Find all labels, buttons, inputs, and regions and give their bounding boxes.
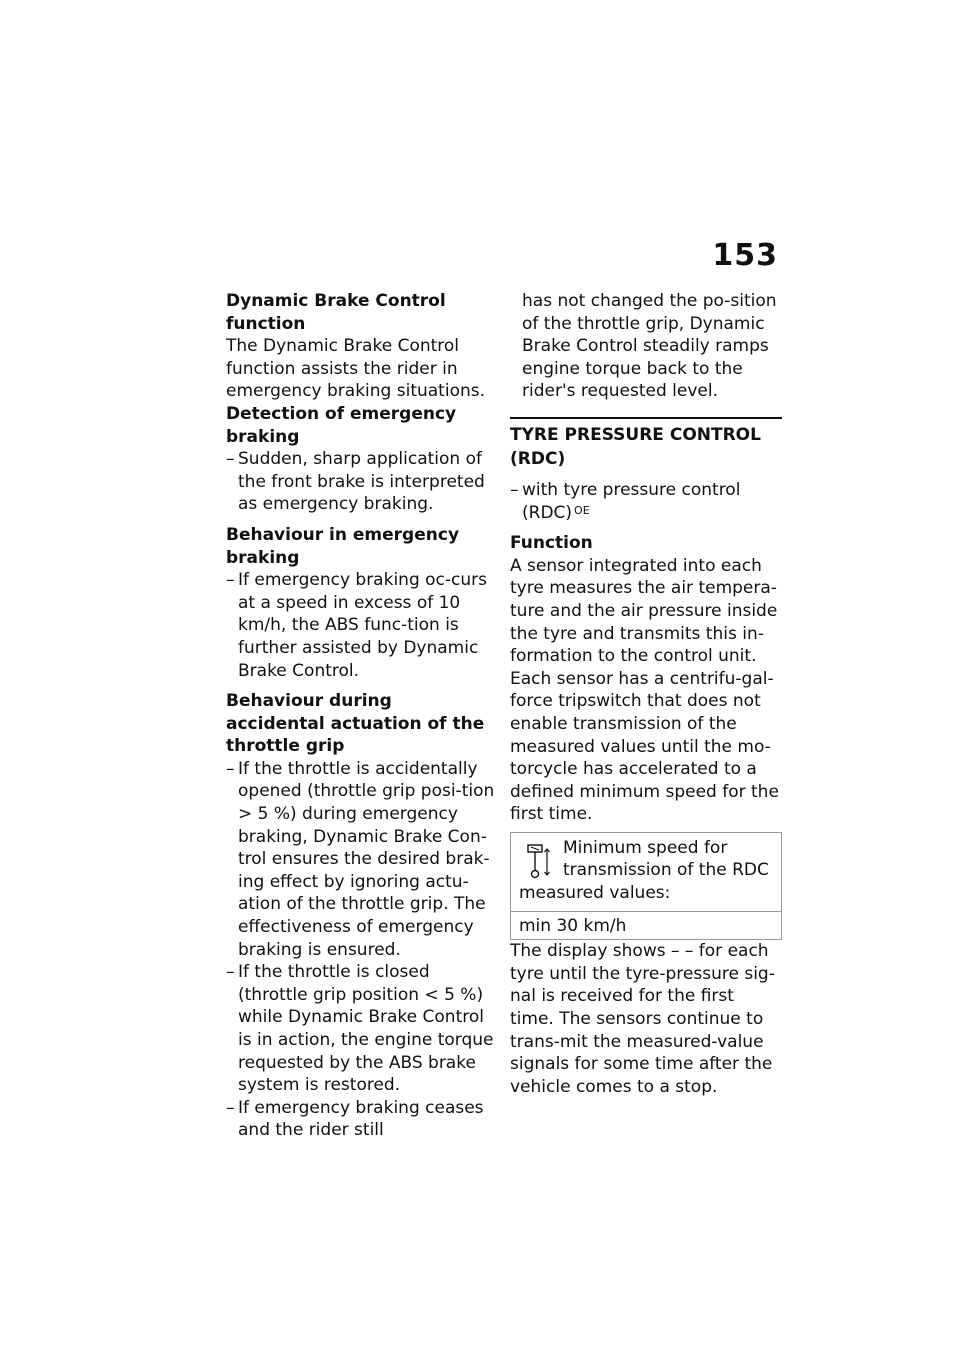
rdc-section-title: TYRE PRESSURE CONTROL (RDC) <box>510 424 761 469</box>
section-divider <box>510 417 782 419</box>
left-column <box>226 290 496 1142</box>
dash-bullet: – <box>226 570 235 591</box>
dbc-intro: The Dynamic Brake Control function assists the rider in emergency braking situations. <box>226 336 486 402</box>
list-item-text: If the throttle is accidentally opened (throttle grip posi-tion > 5 %) during emergency braking, Dynamic Brake Con-trol ensures the desired brak-ing effect by ignoring actu-ation of the throttle grip. The effectiveness of emergency braking is ensured. <box>238 758 495 960</box>
list-item <box>226 569 496 682</box>
list-item-text: If emergency braking oc-curs at a speed in excess of 10 km/h, the ABS func-tion is further assisted by Dynamic Brake Control. <box>238 570 487 681</box>
dbc-heading: Dynamic Brake Control function <box>226 291 446 334</box>
list-item <box>226 961 496 1097</box>
list-item <box>510 479 782 524</box>
function-heading: Function <box>510 533 593 554</box>
dash-bullet: – <box>226 1097 235 1118</box>
rdc-item-text: with tyre pressure control (RDC) <box>522 479 741 523</box>
detection-heading: Detection of emergency braking <box>226 403 457 447</box>
dash-bullet: – <box>226 449 235 470</box>
list-item <box>226 1097 496 1142</box>
spec-label-line: Minimum speed for <box>563 837 728 858</box>
list-item-text: Sudden, sharp application of the front brake is interpreted as emergency braking. <box>238 449 485 515</box>
accidental-heading: Behaviour during accidental actuation of the throttle grip <box>226 691 485 757</box>
dash-bullet: – <box>226 962 235 983</box>
display-text: The display shows – – for each tyre until the tyre-pressure sig-nal is received for the first time. The sensors continue to trans-mit the measured-value signals for some time after the vehicle comes to a stop. <box>510 941 775 1097</box>
list-item <box>226 448 496 516</box>
right-column <box>510 290 782 1098</box>
page-number: 153 <box>712 238 778 273</box>
spec-label <box>511 833 781 912</box>
oe-superscript: OE <box>574 503 590 517</box>
dash-bullet: – <box>510 479 519 500</box>
speed-limit-icon <box>527 843 551 879</box>
spec-label-line: measured values: <box>519 883 671 904</box>
function-text: A sensor integrated into each tyre measures the air tempera-ture and the air pressure inside the tyre and transmits this in-formation to the control unit. Each sensor has a centrifu-gal-force tripswitch that does not enable transmission of the measured values until the mo-torcycle has accelerated to a defined minimum speed for the first time. <box>510 555 779 825</box>
spec-box <box>510 832 782 940</box>
spec-value: min 30 km/h <box>519 915 627 936</box>
spec-label-line: transmission of the RDC <box>563 860 769 881</box>
dash-bullet: – <box>226 758 235 779</box>
continued-text: has not changed the po-sition of the throttle grip, Dynamic Brake Control steadily ramps engine torque back to the rider's requested level. <box>522 291 777 402</box>
list-item-text: If the throttle is closed (throttle grip position < 5 %) while Dynamic Brake Control is in action, the engine torque requested by the ABS brake system is restored. <box>238 962 494 1096</box>
list-item <box>226 758 496 961</box>
behaviour-heading: Behaviour in emergency braking <box>226 524 460 568</box>
list-item-text: If emergency braking ceases and the rider still <box>238 1097 484 1141</box>
list-item-text <box>522 479 782 524</box>
